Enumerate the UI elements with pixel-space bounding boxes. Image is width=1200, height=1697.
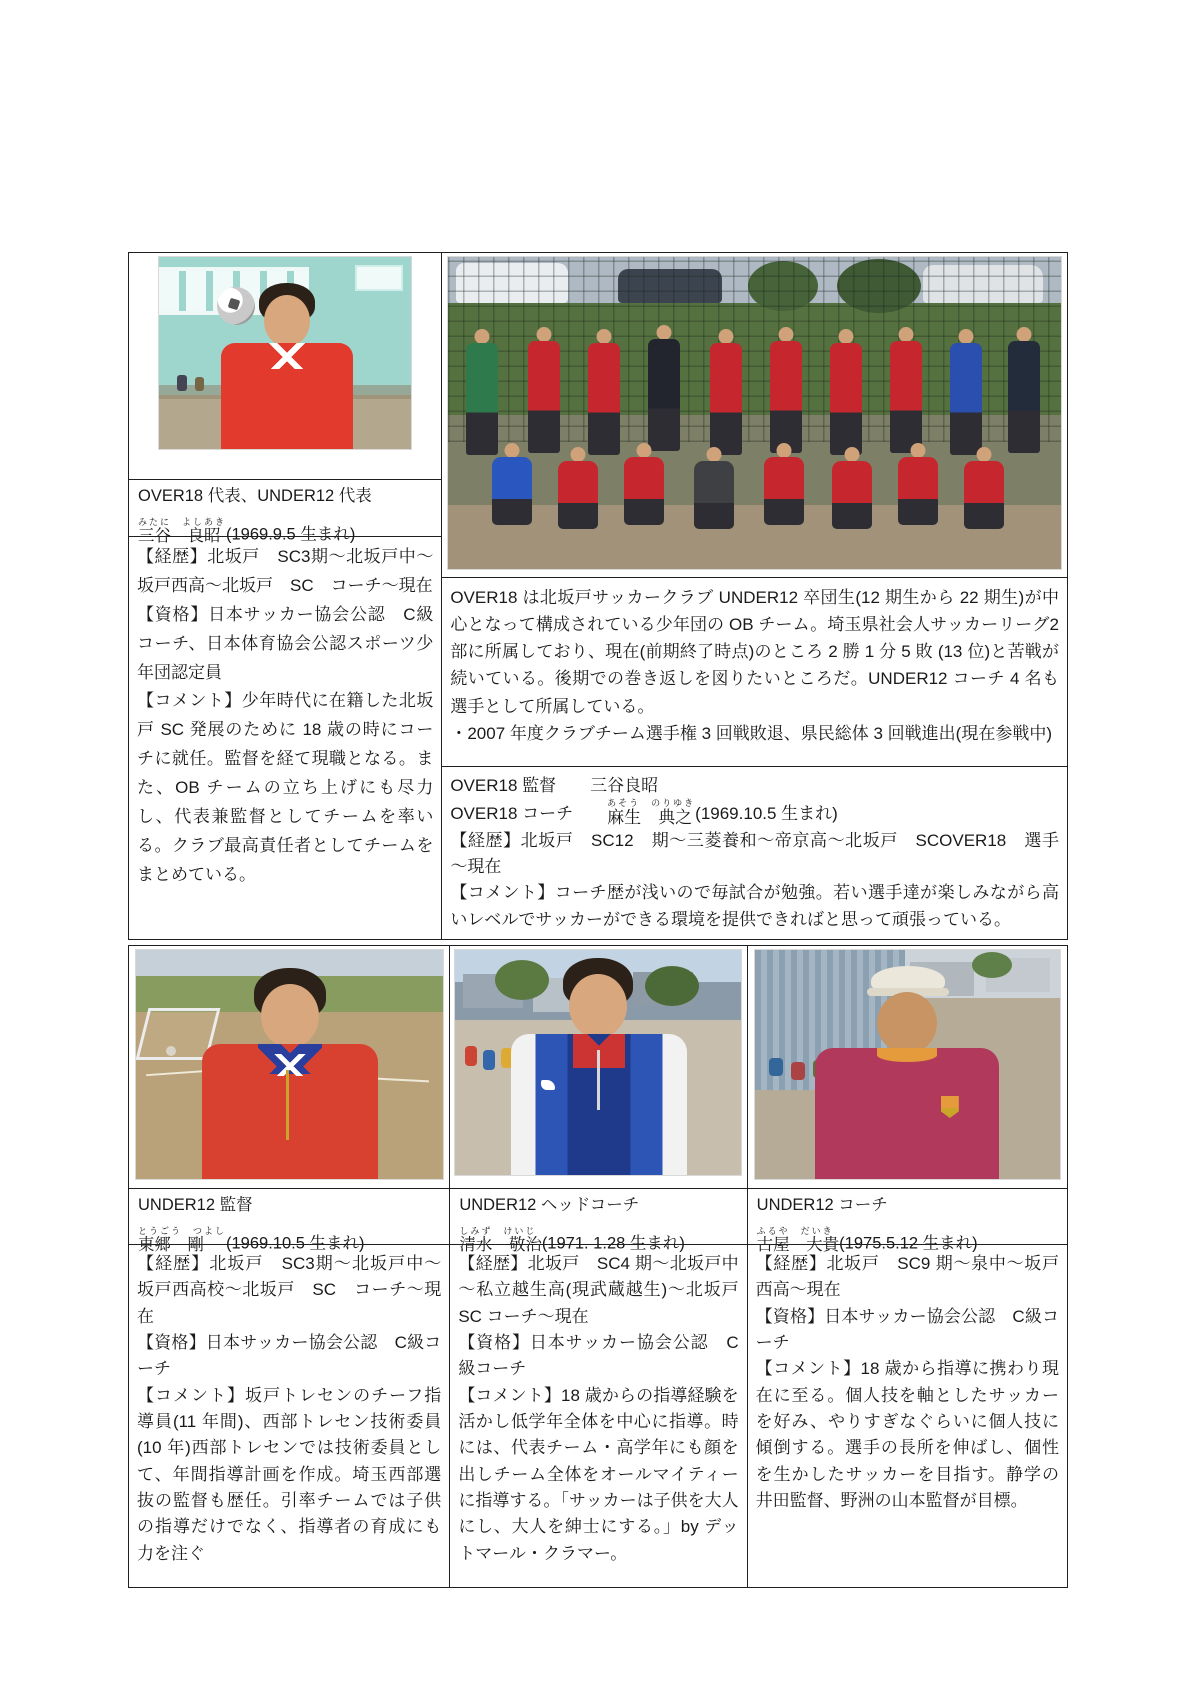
person-name: 東郷 剛 [138,1236,204,1255]
jacket-zipper [597,1050,600,1110]
top-profile-table [128,252,1068,940]
furigana: しみず けいじ [459,1226,537,1237]
team-description-cell [442,577,1067,766]
role-title: UNDER12 監督 [138,1196,253,1214]
orange-collar [877,1048,937,1062]
player-figure [888,327,924,455]
over18-staff-cell [442,766,1067,939]
comment-text: 【コメント】坂戸トレセンのチーフ指導員(11 年間)、西部トレセン技術委員(10 年)西部トレセンでは技術委員として、年間指導計画を作成。埼玉西部選抜の監督も歴任。引率チームでは子供の指導だけでなく、指導者の育成にも力を注ぐ [137,1385,442,1563]
under12-coach-column [747,946,1067,1587]
headcoach-profile-cell [450,1244,746,1587]
background-figure [195,377,204,391]
ball-dot [166,1046,176,1056]
comment-text: 【コメント】コーチ歴が浅いので毎試合が勉強。若い選手達が楽しみながら高いレベルでサッカーができる環境を提供できればと思って頑張っている。 [450,883,1059,929]
player-figure [464,329,500,457]
portrait-photo-shimizu [455,950,741,1175]
player-figure [708,329,744,457]
headcoach-photo-cell [450,946,746,1188]
representative-column [129,253,441,939]
manager-title-cell [129,1188,449,1255]
person-name: 清水 敬治 [459,1236,542,1255]
portrait-photo-furuya [755,950,1060,1179]
role-title: OVER18 代表、UNDER12 代表 [138,487,372,505]
career-text: 【経歴】北坂戸 SC3期～北坂戸中～坂戸西高校～北坂戸 SC コーチ～現在 [137,1254,442,1326]
person-name: 三谷 良昭 [138,527,221,546]
career-text: 【経歴】北坂戸 SC3期～北坂戸中～坂戸西高～北坂戸 SC コーチ～現在 [137,547,434,595]
team-achievement: ・2007 年度クラブチーム選手権 3 回戦敗退、県民総体 3 回戦進出(現在参戦中) [450,723,1052,743]
representative-title-cell [129,479,441,546]
license-text: 【資格】日本サッカー協会公認 C級コーチ [137,1333,442,1379]
player-figure [626,443,662,527]
player-figure [696,447,732,531]
tree [972,952,1012,978]
representative-photo-cell [129,253,441,479]
representative-profile-cell [129,536,441,939]
white-v-trim [270,1054,310,1076]
building-window [355,265,403,291]
comment-text: 【コメント】少年時代に在籍した北坂戸 SC 発展のために 18 歳の時にコーチに就任。監督を経て現職となる。また、OB チームの立ち上げにも尽力し、代表兼監督としてチームを率いる。クラブ最高責任者としてチームをまとめている。 [137,691,434,884]
player-figure [1006,327,1042,455]
birth-date: (1969.9.5 生まれ) [226,525,356,544]
birth-date: (1969.10.5 生まれ) [226,1234,365,1253]
player-figure [900,443,936,527]
player-figure [494,443,530,527]
under12-headcoach-column [449,946,746,1587]
coach-profile-cell [748,1244,1067,1587]
furigana: とうごう つよし [138,1226,227,1237]
background-figure [177,375,187,391]
furigana: みたに よしあき [138,517,227,528]
coach-photo-cell [748,946,1067,1188]
birth-date: (1971. 1.28 生まれ) [541,1234,685,1253]
team-photo [448,257,1061,569]
person-face [264,295,310,347]
license-text: 【資格】日本サッカー協会公認 C級コーチ [755,1306,1059,1353]
crimson-shirt [815,1048,999,1179]
coach-title-cell [748,1188,1067,1255]
person-face [569,974,627,1038]
headcoach-title-cell [450,1188,746,1255]
portrait-photo-mitani [159,257,411,449]
portrait-photo-togo [136,950,443,1179]
comment-text: 【コメント】18 歳から指導に携わり現在に至る。個人技を軸としたサッカーを好み、やりすぎなぐらいに個人技に傾倒する。選手の長所を伸ばし、個性を生かしたサッカーを目指す。静学の井田監督、野洲の山本監督が目標。 [755,1359,1059,1511]
under12-staff-table [128,945,1068,1588]
player-figure [834,447,870,531]
manager-profile-cell [129,1244,449,1587]
person-name: 麻生 典之 [607,808,693,828]
over18-column [441,253,1067,939]
player-figure [526,327,562,455]
role-title: UNDER12 ヘッドコーチ [459,1196,640,1214]
comment-text: 【コメント】18 歳からの指導経験を活かし低学年全体を中心に指導。時には、代表チーム・高学年にも顔を出しチーム全体をオールマイティーに指導する。「サッカーは子供を大人にし、大人を紳士にする。」by デットマール・クラマー。 [458,1385,739,1563]
trees [495,960,549,1000]
coach-role: OVER18 コーチ [450,804,608,824]
person-face [261,984,319,1048]
license-text: 【資格】日本サッカー協会公認 C級コーチ [458,1333,739,1379]
birth-date: (1975.5.12 生まれ) [839,1234,978,1253]
player-figure [766,443,802,527]
career-text: 【経歴】北坂戸 SC12 期～三菱養和～帝京高～北坂戸 SCOVER18 選手～現在 [450,830,1059,876]
manager-line: OVER18 監督 三谷良昭 [450,775,659,795]
career-text: 【経歴】北坂戸 SC9 期～泉中～坂戸西高～現在 [755,1254,1059,1300]
person-name: 古屋 大貴 [756,1236,840,1255]
player-figure [646,325,682,453]
team-photo-cell [442,253,1067,577]
under12-manager-column [129,946,449,1587]
children-and-bags [769,1058,783,1076]
license-text: 【資格】日本サッカー協会公認 C級コーチ、日本体育協会公認スポーツ少年団認定員 [137,604,434,682]
name-with-furigana [607,799,695,828]
player-figure [966,447,1002,531]
career-text: 【経歴】北坂戸 SC4 期～北坂戸中～私立越生高(現武蔵越生)～北坂戸 SC コーチ～現在 [458,1254,739,1326]
player-figure [828,329,864,457]
player-figure [560,447,596,531]
whistle-lanyard [286,1070,289,1140]
shirt-v-neck [267,343,307,369]
birth-date: (1969.10.5 生まれ) [695,804,838,824]
player-figure [948,329,984,457]
coach-line [450,799,1059,828]
role-title: UNDER12 コーチ [756,1196,888,1214]
player-figure [768,327,804,455]
person-face [877,992,937,1054]
manager-photo-cell [129,946,449,1188]
furigana: ふるや だいき [756,1226,834,1237]
children-figures [465,1046,477,1066]
team-description: OVER18 は北坂戸サッカークラブ UNDER12 卒団生(12 期生から 22 期生)が中心となって構成されている少年団の OB チーム。埼玉県社会人サッカーリーグ2部に所属しており、現在(前期終了時点)のところ 2 勝 1 分 5 敗 (13 位)と苦戦が続いている。後期での巻き返しを図りたいところだ。UNDER12 コーチ 4 名も選手として所属している。 [450,587,1059,716]
furigana: あそう のりゆき [607,798,696,809]
player-figure [586,329,622,457]
